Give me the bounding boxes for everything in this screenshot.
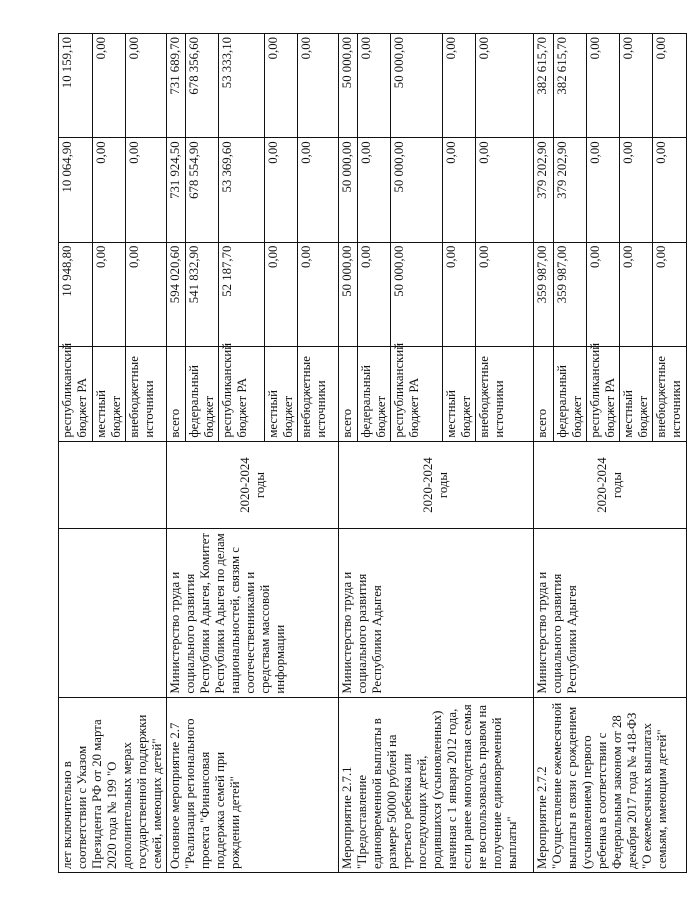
- period-value: 2020-2024 годы: [595, 457, 624, 513]
- funding-source-cell: федеральный бюджет: [554, 346, 587, 441]
- amount-cell-y2020: 731 924,50: [167, 138, 186, 242]
- funding-source-cell: внебюджетные источники: [476, 346, 534, 441]
- funding-source-cell: республиканский бюджет РА: [391, 346, 443, 441]
- program-funding-table: [58, 33, 687, 873]
- funding-source-cell: местный бюджет: [620, 346, 653, 441]
- amount-cell-y2021: 382 615,70: [534, 34, 554, 138]
- amount-cell-y2021: 0,00: [265, 34, 298, 138]
- executor-cell: Министерство труда и социального развития Республики Адыгея: [339, 529, 534, 697]
- funding-source-cell: всего: [534, 346, 554, 441]
- amount-cell-y2021: 678 356,60: [186, 34, 219, 138]
- amount-cell-y2020: 0,00: [358, 138, 391, 242]
- amount-cell-y2020: 0,00: [126, 138, 167, 242]
- amount-cell-y2021: 50 000,00: [391, 34, 443, 138]
- amount-cell-y2021: 0,00: [298, 34, 339, 138]
- amount-cell-y2020: 0,00: [92, 138, 126, 242]
- funding-source-cell: местный бюджет: [92, 346, 126, 441]
- executor-cell: Министерство труда и социального развития Республики Адыгея, Комитет Республики Адыгея по делам национальностей, связям с соотечественниками и средствам массовой информации: [167, 529, 339, 697]
- amount-cell-y2021: 0,00: [126, 34, 167, 138]
- table-body: [59, 34, 687, 873]
- amount-cell-total: 0,00: [443, 242, 476, 346]
- funding-source-cell: внебюджетные источники: [298, 346, 339, 441]
- table-row: [59, 34, 93, 873]
- amount-cell-y2021: 53 333,10: [219, 34, 265, 138]
- funding-source-cell: федеральный бюджет: [186, 346, 219, 441]
- amount-cell-total: 0,00: [265, 242, 298, 346]
- funding-source-cell: республиканский бюджет РА: [587, 346, 620, 441]
- amount-cell-y2021: 0,00: [358, 34, 391, 138]
- funding-source-cell: республиканский бюджет РА: [219, 346, 265, 441]
- period-cell: [167, 441, 339, 529]
- amount-cell-total: 0,00: [298, 242, 339, 346]
- funding-source-cell: местный бюджет: [265, 346, 298, 441]
- amount-cell-y2021: 10 159,10: [59, 34, 93, 138]
- event-name-cell: Мероприятие 2.7.1 "Предоставление единовременной выплаты в размере 50000 рублей на третьего ребенка или последующих детей, родившихся (усыновленных) начиная с 1 января 2012 года, если ранее многодетная семья не воспользовалась правом на получение единовременной выплаты": [339, 697, 534, 872]
- amount-cell-y2021: 0,00: [620, 34, 653, 138]
- amount-cell-total: 0,00: [620, 242, 653, 346]
- amount-cell-y2020: 0,00: [443, 138, 476, 242]
- period-value: 2020-2024 годы: [237, 457, 267, 513]
- amount-cell-total: 52 187,70: [219, 242, 265, 346]
- amount-cell-y2020: 379 202,90: [534, 138, 554, 242]
- amount-cell-total: 10 948,80: [59, 242, 93, 346]
- period-cell: [59, 441, 167, 529]
- funding-source-cell: внебюджетные источники: [653, 346, 687, 441]
- amount-cell-y2020: 678 554,90: [186, 138, 219, 242]
- amount-cell-y2021: 50 000,00: [339, 34, 358, 138]
- rotated-table-wrapper: [58, 33, 683, 873]
- amount-cell-y2020: 10 064,90: [59, 138, 93, 242]
- period-cell: [339, 441, 534, 529]
- amount-cell-total: 0,00: [476, 242, 534, 346]
- amount-cell-total: 0,00: [126, 242, 167, 346]
- funding-source-cell: республиканский бюджет РА: [59, 346, 93, 441]
- amount-cell-y2020: 0,00: [587, 138, 620, 242]
- funding-source-cell: всего: [167, 346, 186, 441]
- amount-cell-total: 541 832,90: [186, 242, 219, 346]
- event-name-cell: лет включительно в соответствии с Указом Президента РФ от 20 марта 2020 года № 199 "О дополнительных мерах государственной поддержки семей, имеющих детей": [59, 697, 167, 872]
- amount-cell-y2020: 50 000,00: [391, 138, 443, 242]
- amount-cell-y2021: 0,00: [587, 34, 620, 138]
- amount-cell-y2020: 53 369,60: [219, 138, 265, 242]
- amount-cell-total: 0,00: [587, 242, 620, 346]
- amount-cell-total: 594 020,60: [167, 242, 186, 346]
- funding-source-cell: федеральный бюджет: [358, 346, 391, 441]
- amount-cell-y2020: 379 202,90: [554, 138, 587, 242]
- amount-cell-total: 50 000,00: [339, 242, 358, 346]
- amount-cell-total: 0,00: [358, 242, 391, 346]
- executor-cell: [59, 529, 167, 697]
- amount-cell-y2021: 0,00: [443, 34, 476, 138]
- table-row: [534, 34, 554, 873]
- amount-cell-y2020: 0,00: [653, 138, 687, 242]
- amount-cell-y2021: 0,00: [653, 34, 687, 138]
- event-name-cell: Мероприятие 2.7.2 "Осуществление ежемесячной выплаты в связи с рождением (усыновлением) первого ребенка в соответствии с Федеральным законом от 28 декабря 2017 года № 418-ФЗ "О ежемесячных выплатах семьям, имеющим детей": [534, 697, 687, 872]
- amount-cell-total: 0,00: [92, 242, 126, 346]
- amount-cell-y2021: 0,00: [476, 34, 534, 138]
- amount-cell-total: 0,00: [653, 242, 687, 346]
- table-row: [339, 34, 358, 873]
- amount-cell-y2020: 0,00: [476, 138, 534, 242]
- amount-cell-y2021: 731 689,70: [167, 34, 186, 138]
- period-value: 2020-2024 годы: [421, 457, 450, 513]
- funding-source-cell: внебюджетные источники: [126, 346, 167, 441]
- amount-cell-y2021: 0,00: [92, 34, 126, 138]
- amount-cell-y2021: 382 615,70: [554, 34, 587, 138]
- amount-cell-total: 359 987,00: [534, 242, 554, 346]
- funding-source-cell: всего: [339, 346, 358, 441]
- table-row: [167, 34, 186, 873]
- amount-cell-y2020: 0,00: [265, 138, 298, 242]
- event-name-cell: Основное мероприятие 2.7 "Реализация регионального проекта "Финансовая поддержка семей при рождении детей": [167, 697, 339, 872]
- executor-cell: Министерство труда и социального развития Республики Адыгея: [534, 529, 687, 697]
- amount-cell-y2020: 0,00: [620, 138, 653, 242]
- amount-cell-total: 50 000,00: [391, 242, 443, 346]
- period-cell: [534, 441, 687, 529]
- amount-cell-y2020: 0,00: [298, 138, 339, 242]
- amount-cell-total: 359 987,00: [554, 242, 587, 346]
- funding-source-cell: местный бюджет: [443, 346, 476, 441]
- amount-cell-y2020: 50 000,00: [339, 138, 358, 242]
